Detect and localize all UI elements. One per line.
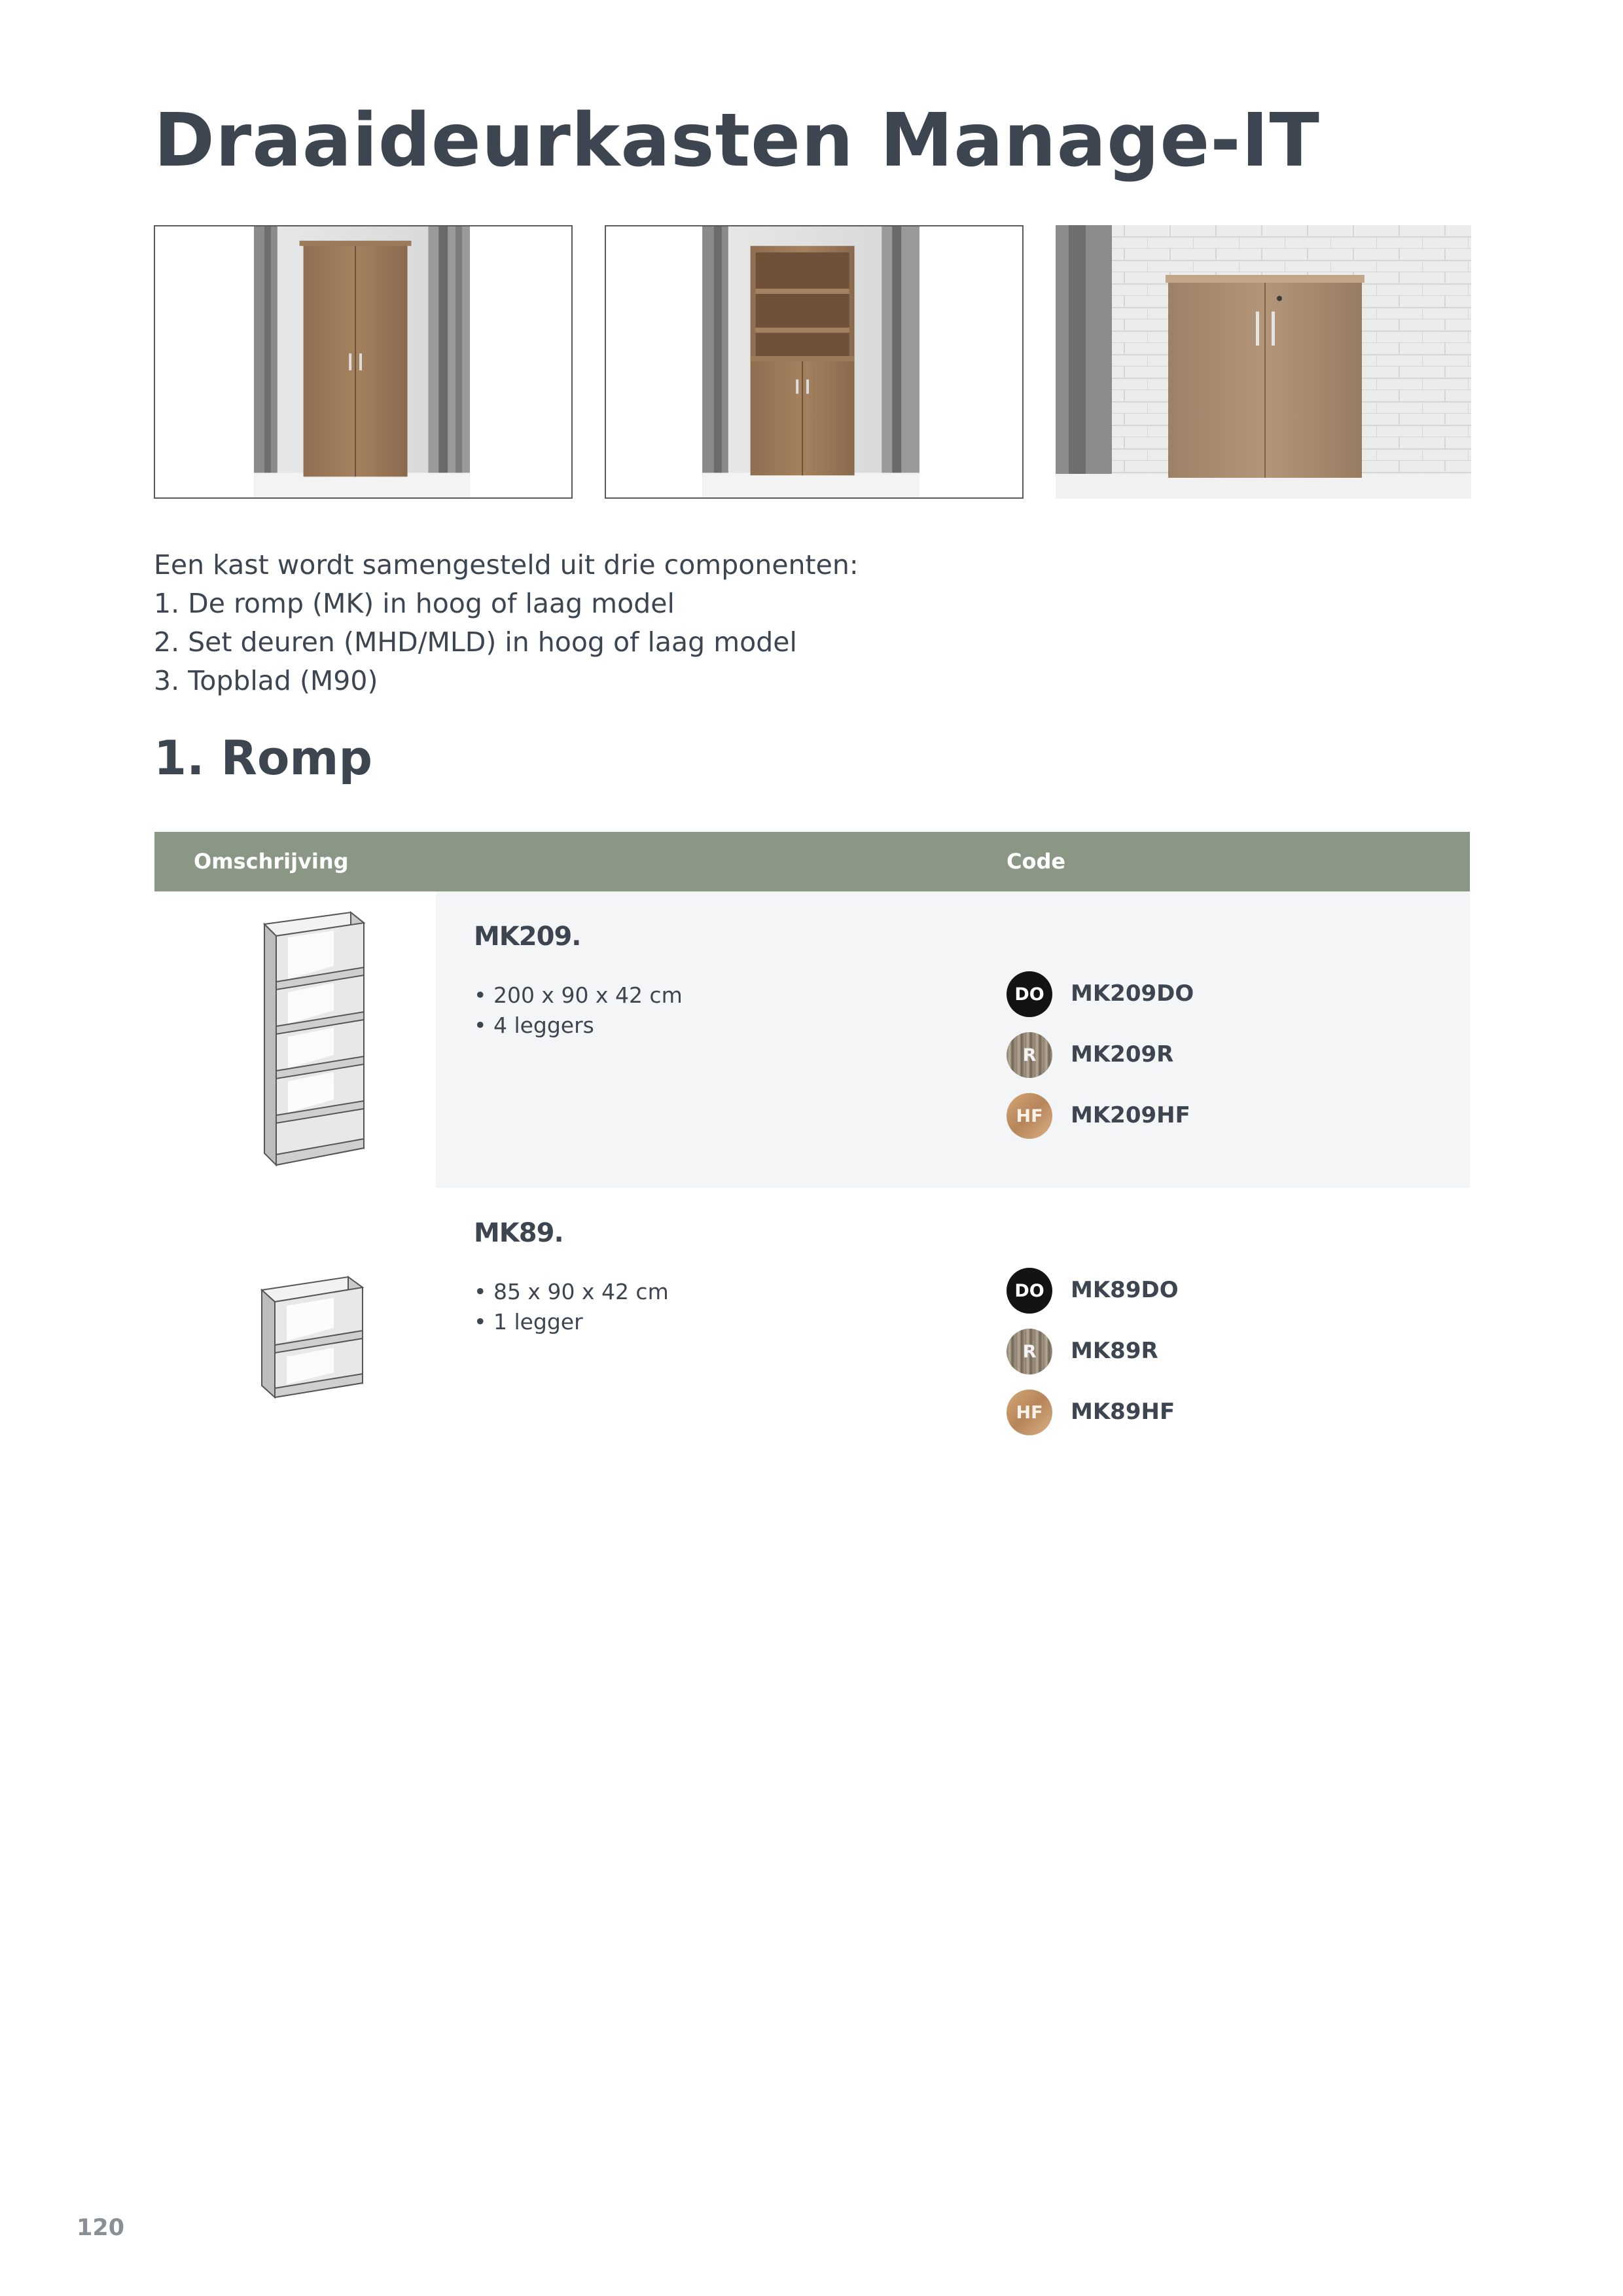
spec-line: • 1 legger	[474, 1309, 583, 1335]
low-shelf-carcass-icon	[236, 1273, 373, 1404]
spec-line: • 4 leggers	[474, 1013, 594, 1038]
product-code: MK209DO	[1071, 980, 1194, 1007]
table-row	[154, 1188, 1470, 1484]
product-code: MK209HF	[1071, 1102, 1190, 1128]
low-carcass-drawing	[236, 1273, 373, 1404]
table-row	[154, 891, 1470, 1188]
intro-line: 3. Topblad (M90)	[154, 665, 378, 696]
product-name: MK209.	[474, 922, 581, 952]
intro-text	[154, 546, 859, 700]
product-code: MK89R	[1071, 1338, 1158, 1364]
finish-swatch-hf: HF	[1007, 1390, 1052, 1435]
intro-line: 1. De romp (MK) in hoog of laag model	[154, 588, 675, 619]
wood-cabinet-open-shelves-photo-icon	[606, 226, 1022, 497]
table-header	[154, 832, 1470, 891]
finish-swatch-do: DO	[1007, 1268, 1052, 1314]
page-number: 120	[77, 2215, 125, 2241]
low-cabinet-photo	[1056, 225, 1471, 499]
intro-line: 2. Set deuren (MHD/MLD) in hoog of laag model	[154, 626, 797, 658]
header-description: Omschrijving	[194, 849, 349, 874]
product-code: MK89HF	[1071, 1399, 1175, 1425]
spec-line: • 200 x 90 x 42 cm	[474, 982, 683, 1008]
product-code: MK89DO	[1071, 1277, 1179, 1303]
finish-swatch-do: DO	[1007, 971, 1052, 1017]
finish-swatch-r: R	[1007, 1032, 1052, 1078]
header-code: Code	[1007, 849, 1066, 874]
low-wood-cabinet-photo-icon	[1056, 225, 1471, 499]
product-code: MK209R	[1071, 1041, 1174, 1067]
finish-swatch-hf: HF	[1007, 1093, 1052, 1139]
open-shelf-cabinet-photo	[605, 225, 1024, 499]
tall-carcass-drawing	[236, 911, 373, 1166]
product-name: MK89.	[474, 1218, 563, 1248]
section-title: 1. Romp	[154, 730, 372, 785]
intro-line: Een kast wordt samengesteld uit drie componenten:	[154, 549, 859, 581]
finish-swatch-r: R	[1007, 1329, 1052, 1374]
product-specs	[474, 1277, 669, 1337]
page-title: Draaideurkasten Manage-IT	[154, 98, 1320, 183]
tall-cabinet-photo	[154, 225, 573, 499]
product-specs	[474, 980, 683, 1041]
spec-line: • 85 x 90 x 42 cm	[474, 1279, 669, 1304]
tall-wood-cabinet-with-doors-photo-icon	[155, 226, 571, 497]
tall-shelf-carcass-icon	[236, 911, 373, 1166]
